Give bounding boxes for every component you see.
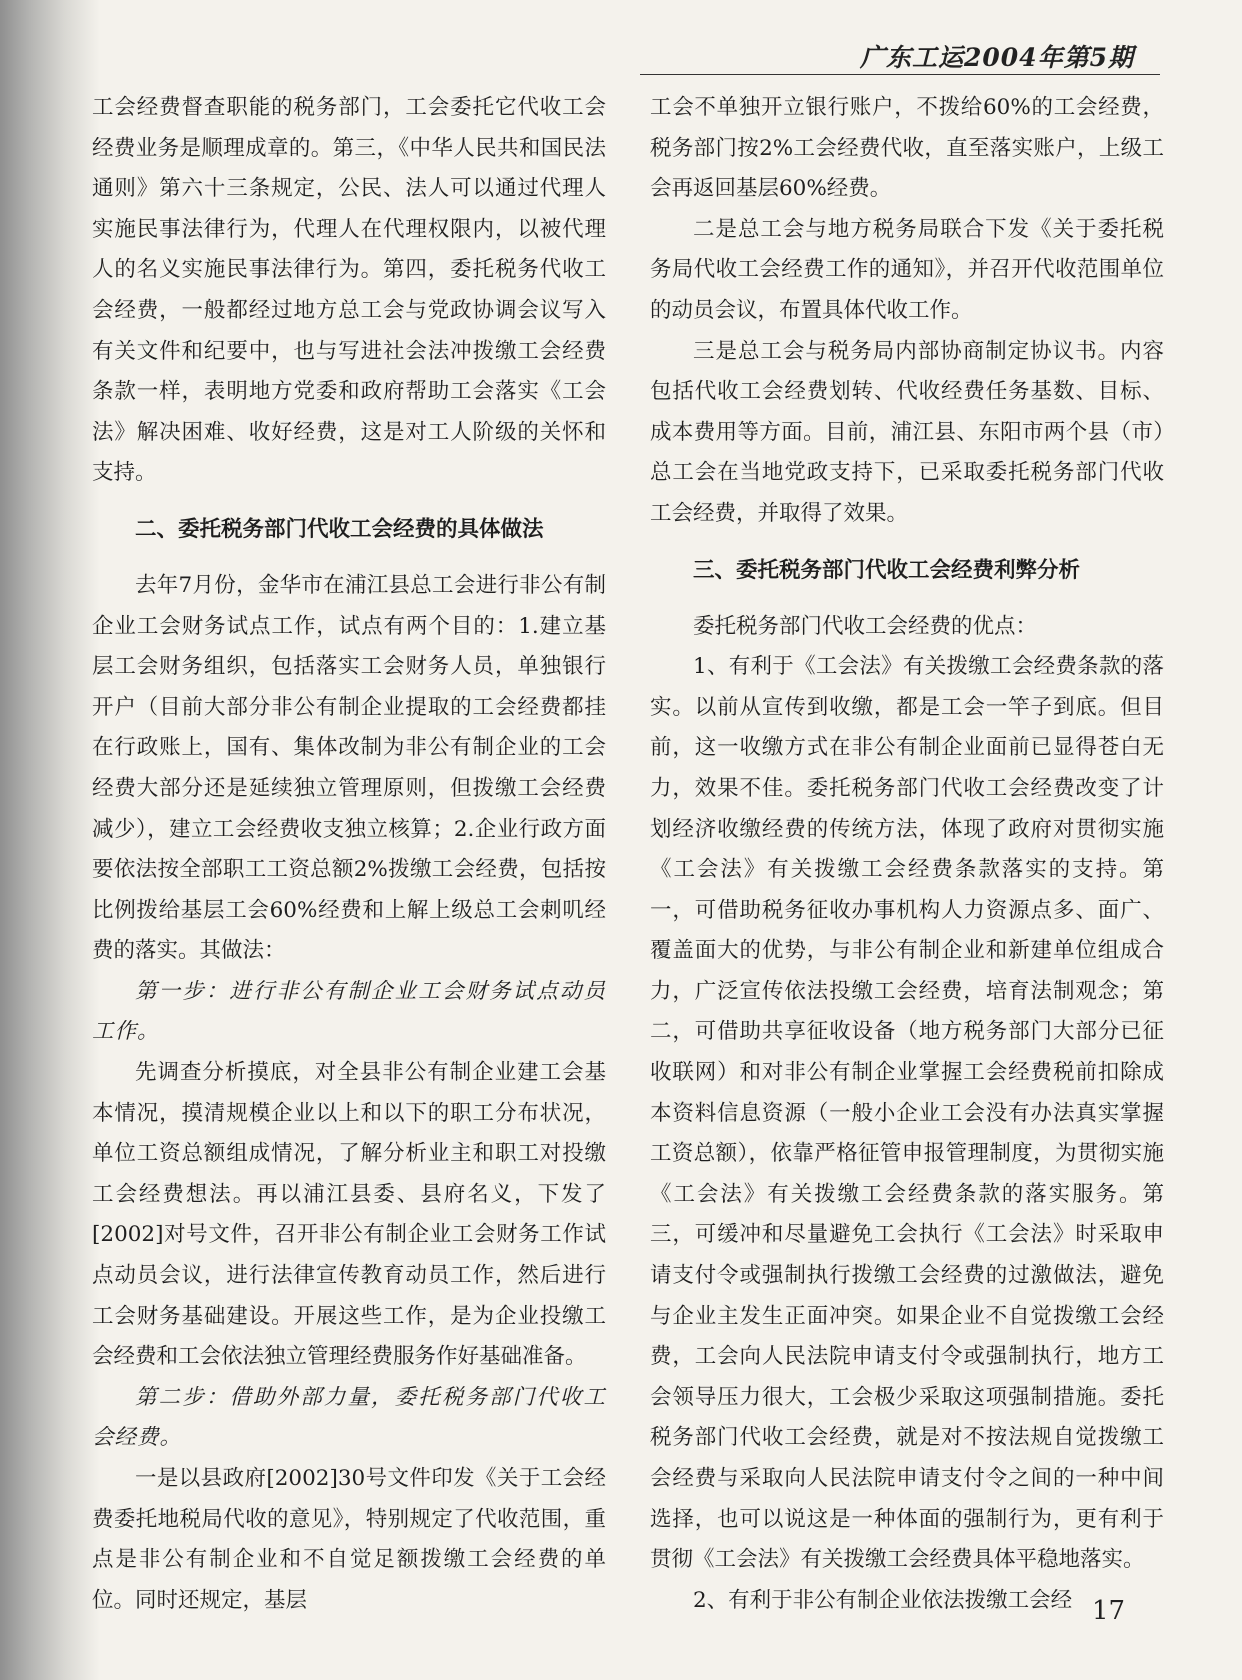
paragraph: 工会不单独开立银行账户，不拨给60%的工会经费，税务部门按2%工会经费代收，直至落实账户，上级工会再返回基层60%经费。	[650, 95, 1164, 202]
book-spine-shadow	[0, 0, 100, 1680]
paragraph: 去年7月份，金华市在浦江县总工会进行非公有制企业工会财务试点工作，试点有两个目的：1.建立基层工会财务组织，包括落实工会财务人员，单独银行开户（目前大部分非公有制企业提取的工会经费都挂在行政账上，国有、集体改制为非公有制企业的工会经费大部分还是延续独立管理原则，但拨缴工会经费减少），建立工会经费收支独立核算；2.企业行政方面要依法按全部职工工资总额2%拨缴工会经费，包括按比例拨给基层工会60%经费和上解上级总工会刺叽经费的落实。其做法：	[92, 572, 606, 964]
section-heading: 二、委托税务部门代收工会经费的具体做法	[135, 516, 544, 542]
left-column	[92, 88, 606, 1621]
paragraph: 先调查分析摸底，对全县非公有制企业建工会基本情况，摸清规模企业以上和以下的职工分布状况，单位工资总额组成情况，了解分析业主和职工对投缴工会经费想法。再以浦江县委、县府名义，下发了[2002]对号文件，召开非公有制企业工会财务工作试点动员会议，进行法律宣传教育动员工作，然后进行工会财务基础建设。开展这些工作，是为企业投缴工会经费和工会依法独立管理经费服务作好基础准备。	[92, 1060, 606, 1370]
paragraph: 二是总工会与地方税务局联合下发《关于委托税务局代收工会经费工作的通知》，并召开代收范围单位的动员会议，布置具体代收工作。	[650, 216, 1164, 323]
paragraph: 委托税务部门代收工会经费的优点：	[693, 613, 1038, 639]
right-column	[650, 88, 1164, 1621]
paragraph: 三是总工会与税务局内部协商制定协议书。内容包括代收工会经费划转、代收经费任务基数、目标、成本费用等方面。目前，浦江县、东阳市两个县（市）总工会在当地党政支持下，已采取委托税务部门代收工会经费，并取得了效果。	[650, 338, 1164, 526]
paragraph: 一是以县政府[2002]30号文件印发《关于工会经费委托地税局代收的意见》，特别规定了代收范围，重点是非公有制企业和不自觉足额拨缴工会经费的单位。同时还规定，基层	[92, 1466, 606, 1613]
section-heading: 三、委托税务部门代收工会经费利弊分析	[693, 557, 1081, 583]
paragraph: 工会经费督查职能的税务部门，工会委托它代收工会经费业务是顺理成章的。第三，《中华人民共和国民法通则》第六十三条规定，公民、法人可以通过代理人实施民事法律行为，代理人在代理权限内，以被代理人的名义实施民事法律行为。第四，委托税务代收工会经费，一般都经过地方总工会与党政协调会议写入有关文件和纪要中，也与写进社会法冲拨缴工会经费条款一样，表明地方党委和政府帮助工会落实《工会法》解决困难、收好经费，这是对工人阶级的关怀和支持。	[92, 95, 606, 486]
running-header: 广东工运2004年第5期	[860, 43, 1134, 72]
paragraph: 1、有利于《工会法》有关拨缴工会经费条款的落实。以前从宣传到收缴，都是工会一竿子到底。但目前，这一收缴方式在非公有制企业面前已显得苍白无力，效果不佳。委托税务部门代收工会经费改变了计划经济收缴经费的传统方法，体现了政府对贯彻实施《工会法》有关拨缴工会经费条款落实的支持。第一，可借助税务征收办事机构人力资源点多、面广、覆盖面大的优势，与非公有制企业和新建单位组成合力，广泛宣传依法投缴工会经费，培育法制观念；第二，可借助共享征收设备（地方税务部门大部分已征收联网）和对非公有制企业掌握工会经费税前扣除成本资料信息资源（一般小企业工会没有办法真实掌握工资总额），依靠严格征管申报管理制度，为贯彻实施《工会法》有关拨缴工会经费条款的落实服务。第三，可缓冲和尽量避免工会执行《工会法》时采取申请支付令或强制执行拨缴工会经费的过激做法，避免与企业主发生正面冲突。如果企业不自觉拨缴工会经费，工会向人民法院申请支付令或强制执行，地方工会领导压力很大，工会极少采取这项强制措施。委托税务部门代收工会经费，就是对不按法规自觉拨缴工会经费与采取向人民法院申请支付令之间的一种中间选择，也可以说这是一种体面的强制行为，更有利于贯彻《工会法》有关拨缴工会经费具体平稳地落实。	[650, 654, 1164, 1573]
paragraph: 2、有利于非公有制企业依法拨缴工会经	[693, 1587, 1073, 1613]
header-rule	[640, 74, 1160, 75]
page-number: 17	[1092, 1596, 1126, 1626]
step-heading: 第二步：借助外部力量，委托税务部门代收工会经费。	[92, 1384, 606, 1451]
step-heading: 第一步：进行非公有制企业工会财务试点动员工作。	[92, 978, 606, 1045]
